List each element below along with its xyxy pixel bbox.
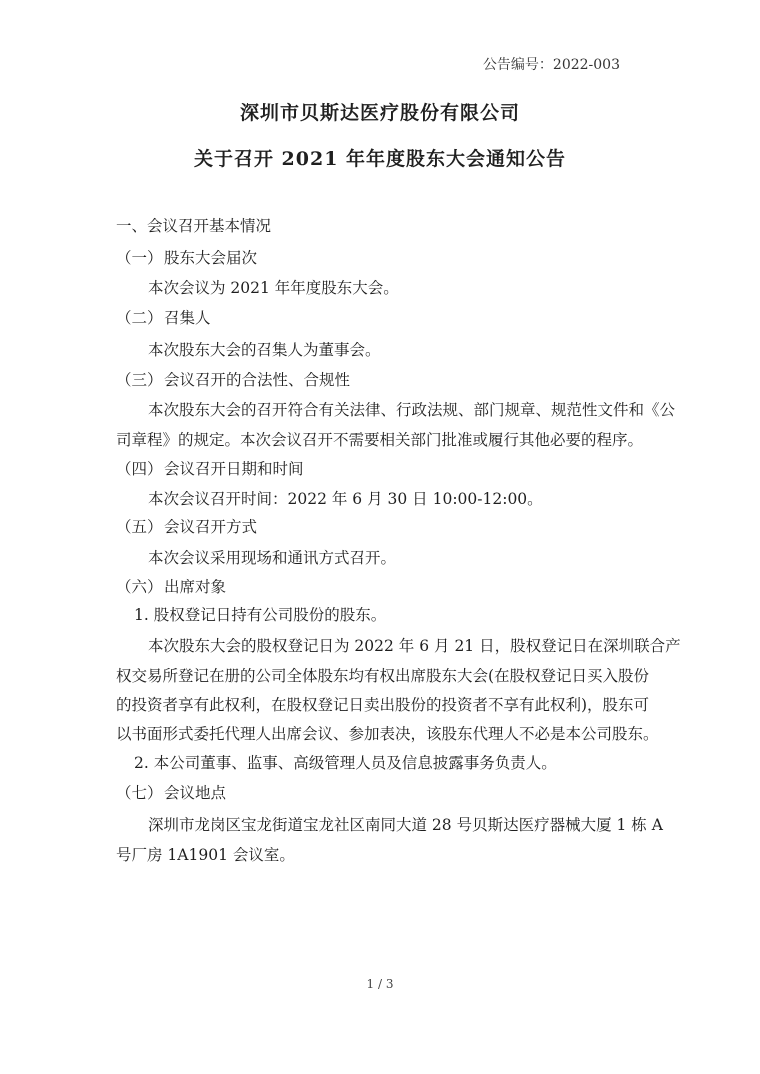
company-title: 深圳市贝斯达医疗股份有限公司 [239,102,520,124]
list-item: 1. 股权登记日持有公司股份的股东。 [134,606,387,624]
section-heading: 一、会议召开基本情况 [116,217,272,235]
subsection-number: （三） [116,371,163,389]
paragraph-line: 本次股东大会的股权登记日为 2022 年 6 月 21 日，股权登记日在深圳联合产 [148,637,681,655]
notice-title: 关于召开 2021 年年度股东大会通知公告 [193,148,567,170]
subsection-number: （六） [116,578,163,596]
paragraph-line: 权交易所登记在册的公司全体股东均有权出席股东大会(在股权登记日买入股份 [116,667,650,685]
subsection-heading [116,515,257,537]
subsection-number: （五） [116,518,163,536]
subsection-title: 召集人 [164,309,211,327]
subsection-heading [116,781,226,803]
subsection-title: 会议召开方式 [164,518,258,536]
subsection-title: 会议召开的合法性、合规性 [164,371,351,389]
subsection-title: 会议召开日期和时间 [164,460,304,478]
subsection-title: 股东大会届次 [164,249,258,267]
subsection-number: （一） [116,249,163,267]
paragraph: 本次股东大会的召集人为董事会。 [148,341,381,359]
subsection-heading [116,575,226,597]
subsection-heading [116,246,257,268]
subsection-heading [116,306,211,328]
subsection-number: （二） [116,309,163,327]
subsection-number: （七） [116,784,163,802]
paragraph: 本次会议召开时间：2022 年 6 月 30 日 10:00-12:00。 [148,490,543,508]
subsection-number: （四） [116,460,163,478]
paragraph-line: 号厂房 1A1901 会议室。 [116,846,295,864]
paragraph-line: 本次股东大会的召开符合有关法律、行政法规、部门规章、规范性文件和《公 [148,401,676,419]
page-number: 1 / 3 [366,977,394,991]
subsection-title: 会议地点 [164,784,227,802]
announcement-number: 公告编号：2022-003 [482,57,620,73]
paragraph-line: 的投资者享有此权利，在股权登记日卖出股份的投资者不享有此权利)，股东可 [116,696,650,714]
paragraph-line: 深圳市龙岗区宝龙街道宝龙社区南同大道 28 号贝斯达医疗器械大厦 1 栋 A [148,816,663,834]
subsection-heading [116,457,304,479]
paragraph: 本次会议为 2021 年年度股东大会。 [148,279,399,297]
subsection-title: 出席对象 [164,578,227,596]
paragraph-line: 以书面形式委托代理人出席会议、参加表决，该股东代理人不必是本公司股东。 [116,725,659,743]
paragraph-line: 司章程》的规定。本次会议召开不需要相关部门批准或履行其他必要的程序。 [116,431,644,449]
subsection-heading [116,368,350,390]
list-item: 2. 本公司董事、监事、高级管理人员及信息披露事务负责人。 [134,754,557,772]
paragraph: 本次会议采用现场和通讯方式召开。 [148,549,397,567]
